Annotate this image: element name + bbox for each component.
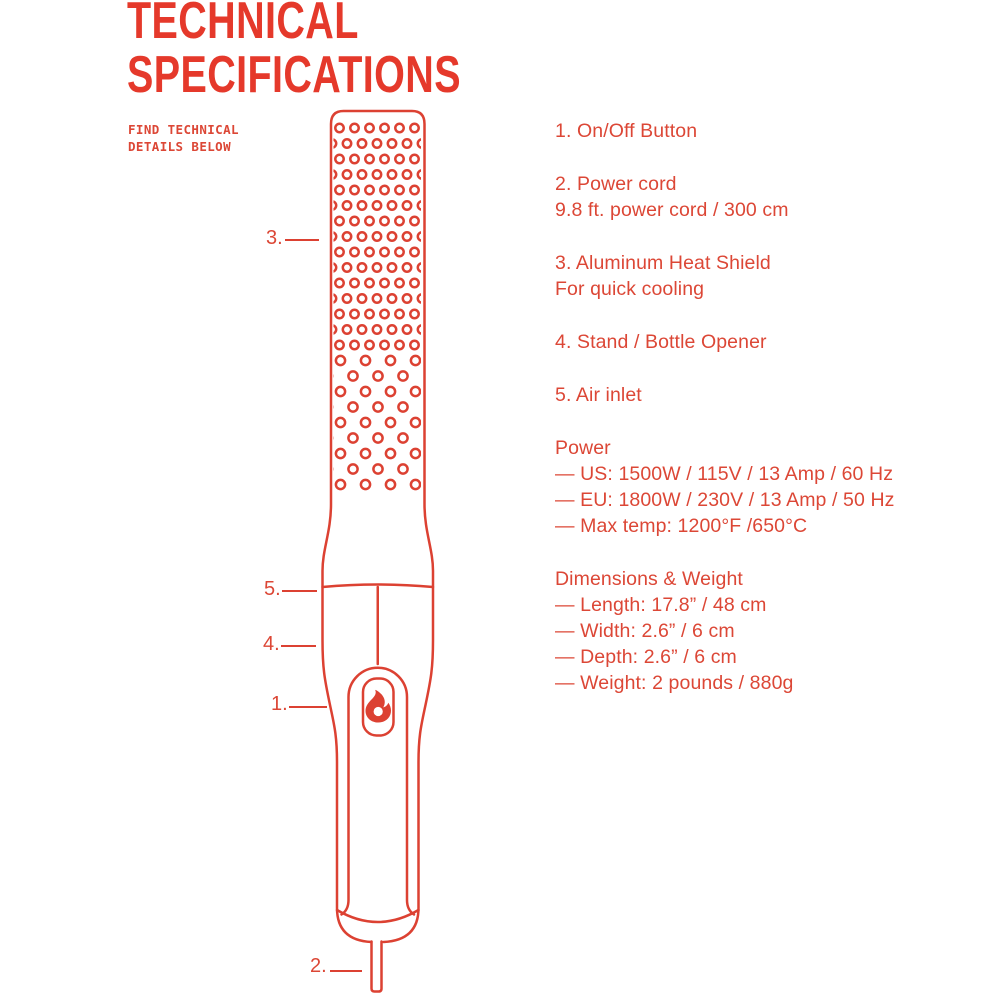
spec-onoff-title: 1. On/Off Button: [555, 120, 698, 142]
callout-line-air-inlet: [282, 590, 317, 592]
spec-power-heading: Power: [555, 437, 611, 459]
spec-inlet-title: 5. Air inlet: [555, 384, 642, 406]
spec-dims-weight: — Weight: 2 pounds / 880g: [555, 672, 794, 694]
callout-line-cord: [330, 970, 362, 972]
spec-shield-title: 3. Aluminum Heat Shield: [555, 252, 771, 274]
spec-power-maxtemp: — Max temp: 1200°F /650°C: [555, 515, 808, 537]
spec-dims-heading: Dimensions & Weight: [555, 568, 743, 590]
callout-label-air-inlet: 5.: [264, 578, 281, 600]
page-title-line-2: SPECIFICATIONS: [127, 46, 461, 104]
spec-item-power: [555, 435, 955, 539]
heat-shield-perforations: [328, 124, 426, 349]
intro-caption-line-1: FIND TECHNICAL: [128, 122, 239, 137]
spec-item-power-cord: [555, 171, 955, 223]
spec-item-dimensions: [555, 566, 955, 696]
spec-item-stand: [555, 329, 955, 355]
spec-dims-width: — Width: 2.6” / 6 cm: [555, 620, 735, 642]
callout-label-stand: 4.: [263, 633, 280, 655]
spec-power-eu: — EU: 1800W / 230V / 13 Amp / 50 Hz: [555, 489, 895, 511]
flame-icon: [366, 689, 392, 722]
spec-cord-detail: 9.8 ft. power cord / 300 cm: [555, 199, 789, 221]
power-cord: [372, 942, 382, 992]
spec-dims-length: — Length: 17.8” / 48 cm: [555, 594, 767, 616]
spec-stand-title: 4. Stand / Bottle Opener: [555, 331, 767, 353]
spec-shield-detail: For quick cooling: [555, 278, 705, 300]
callout-label-heat-shield: 3.: [266, 227, 283, 249]
callout-line-button: [289, 706, 327, 708]
spec-cord-title: 2. Power cord: [555, 173, 677, 195]
page-title-line-1: TECHNICAL: [127, 0, 359, 50]
callout-line-heat-shield: [285, 239, 319, 241]
callout-label-button: 1.: [271, 693, 288, 715]
bottom-seam-line: [337, 910, 419, 922]
callout-label-cord: 2.: [310, 955, 327, 977]
spec-list: [555, 118, 955, 723]
spec-item-air-inlet: [555, 382, 955, 408]
spec-dims-depth: — Depth: 2.6” / 6 cm: [555, 646, 737, 668]
air-vent-perforations: [323, 356, 432, 489]
device-body-outline: [323, 111, 434, 942]
spec-power-us: — US: 1500W / 115V / 13 Amp / 60 Hz: [555, 463, 894, 485]
intro-caption-line-2: DETAILS BELOW: [128, 139, 232, 154]
spec-item-onoff: [555, 118, 955, 144]
callout-line-stand: [281, 645, 316, 647]
spec-item-heat-shield: [555, 250, 955, 302]
